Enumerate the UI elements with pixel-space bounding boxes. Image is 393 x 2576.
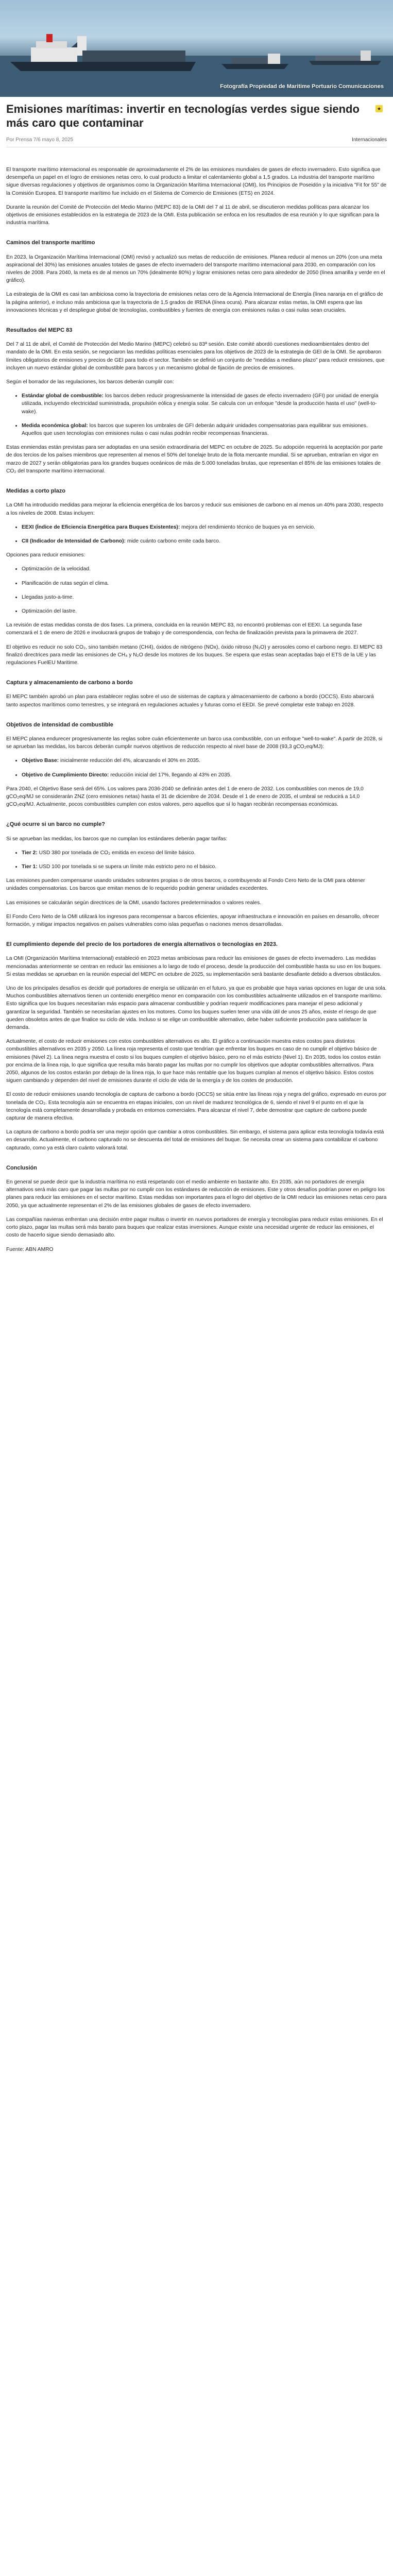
bullet-list bbox=[6, 757, 387, 778]
title-row bbox=[6, 102, 387, 130]
category-link[interactable]: Internacionales bbox=[352, 137, 387, 143]
paragraph: Las emisiones pueden compensarse usando unidades sobrantes propias o de otros barcos, o contribuyendo al Fondo Cero Neto de la OMI para obtener unidades compensatorias. Los barcos que emitan menos de lo requerido podrán generar unidades excedentes. bbox=[6, 878, 365, 892]
paragraph: El costo de reducir emisiones usando tecnología de captura de carbono a bordo (OCCS) se sitúa entre las líneas roja y negra del gráfico, expresado en euros por tonelada de CO₂. Esta tecnología aún se encuentra en etapas iniciales, con un nivel de madurez tecnológica de 6, siendo el nivel 9 el punto en el que la tecnología está completamente desarrollada y probada en entornos comerciales. Para alcanzar el nivel 7, debe demostrar que capture de carbono puede capturar de manera efectiva. bbox=[6, 1092, 386, 1122]
bullet-list bbox=[6, 523, 387, 545]
section-heading: El cumplimiento depende del precio de los portadores de energía alternativos o tecnologías en 2023. bbox=[6, 941, 278, 948]
list-item-text: reducción inicial del 17%, llegando al 43% en 2035. bbox=[109, 772, 232, 778]
paragraph: Si se aprueban las medidas, los barcos que no cumplan los estándares deberán pagar tarifas: bbox=[6, 836, 228, 842]
paragraph: La OMI ha introducido medidas para mejorar la eficiencia energética de los barcos y reducir sus emisiones de carbono en al menos un 40% para 2030, respecto a los niveles de 2008. Estas incluyen: bbox=[6, 502, 384, 516]
article-title: Emisiones marítimas: invertir en tecnologías verdes sigue siendo más caro que contaminar bbox=[6, 103, 360, 129]
list-item bbox=[22, 607, 387, 615]
list-item bbox=[22, 771, 387, 779]
list-item bbox=[22, 537, 387, 545]
bookmark-star-icon[interactable]: ★ bbox=[375, 105, 383, 112]
paragraph: Durante la reunión del Comité de Protección del Medio Marino (MEPC 83) de la OMI del 7 al 11 de abril, se discutieron medidas políticas para alcanzar los objetivos de emisiones establecidos en la estrategia de 2023 de la OMI. Esta publicación se enfoca en los resultados de esa reunión y lo que significan para la industria marítima. bbox=[6, 204, 380, 226]
list-item bbox=[22, 422, 387, 437]
paragraph: Según el borrador de las regulaciones, los barcos deberán cumplir con: bbox=[6, 379, 174, 385]
list-item bbox=[22, 580, 387, 587]
paragraph: La estrategia de la OMI es casi tan ambiciosa como la trayectoria de emisiones netas cero de la Agencia Internacional de Energía (línea naranja en el gráfico de la página anterior), e incluso más ambiciosa que la trayectoria de 1,5 grados de IRENA (línea ocura). Para alcanzar estas metas, la OMI espera que las innovaciones técnicas y el despliegue global de tecnologías, combustibles y fuentes de energía con emisiones nulas o casi nulas sean cruciales. bbox=[6, 292, 383, 313]
article-meta bbox=[6, 137, 387, 147]
article-body bbox=[6, 166, 387, 1253]
paragraph: Actualmente, el costo de reducir emisiones con estos combustibles alternativos es alto. El gráfico a continuación muestra estos costos para distintos combustibles alternativos en 2035 y 2050. La línea roja representa el costo que tendrían que enfrentar los buques en caso de no cumplir el objetivo básico de emisiones (Nivel 2). La línea negra muestra el costo si los buques cumplen el objetivo básico, pero no el más estricto (Nivel 1). En 2035, todos los costos están por encima de la línea roja, lo que significa que resulta más barato pagar las multas por no cumplir los objetivos que adoptar combustibles alternativos. Para 2050, algunos de los costos estarán por debajo de la línea roja, lo que hace más rentable que los buques cumplan al menos el objetivo básico. Estos costos siguen cambiando y dependen del nivel de emisiones durante el ciclo de vida de la energía y de los costes de producción. bbox=[6, 1039, 381, 1084]
container-ship-illustration bbox=[0, 0, 393, 97]
paragraph: Fuente: ABN AMRO bbox=[6, 1246, 54, 1252]
list-item-text: inicialmente reducción del 4%, alcanzando el 30% en 2035. bbox=[59, 758, 200, 764]
list-item-label: Objetivo de Cumplimiento Directo: bbox=[22, 772, 109, 778]
paragraph: Opciones para reducir emisiones: bbox=[6, 552, 86, 558]
list-item bbox=[22, 392, 387, 416]
hero-caption: Fotografía Propiedad de Maritime Portuario Comunicaciones bbox=[220, 83, 384, 90]
paragraph: Uno de los principales desafíos es decidir qué portadores de energía se utilizarán en el futuro, ya que es probable que haya varias opciones en lugar de una sola. Muchos combustibles alternativos tienen un contenido energético menor en comparación con los combustibles actualmente utilizados en el transporte marítimo. Esto significa que los buques necesitarían más espacio para almacenar combustible y podrían requerir modificaciones para manejar el peso adicional y garantizar la seguridad. También se necesitarían ajustes en los motores. Como los buques suelen tener una vida útil de unos 25 años, existe el riesgo de que queden obsoletos antes de que finalice su ciclo de vida. Incluso si se elige un combustible alternativo, debe haber suficiente producción para satisfacer la demanda. bbox=[6, 986, 387, 1031]
list-item-text: los barcos que superen los umbrales de GFI deberán adquirir unidades compensatorias para equilibrar sus emisiones. Aquellos que usen tecnologías con emisiones nulas o casi nulas podrán recibir recompensas financieras. bbox=[22, 422, 368, 437]
paragraph: Estas enmiendas están previstas para ser adoptadas en una sesión extraordinaria del MEPC en octubre de 2025. Su adopción requerirá la aceptación por parte de dos tercios de los países miembros que representen al menos el 50% del tonelaje bruto de la flota mercante mundial. Si se aprueban, entrarían en vigor en marzo de 2027 y serán obligatorias para los grandes buques oceánicos de más de 5.000 toneladas brutas, que representan el 85% de las emisiones totales de CO₂ del transporte marítimo internacional. bbox=[6, 445, 383, 474]
list-item-label: EEXI (Índice de Eficiencia Energética para Buques Existentes): bbox=[22, 524, 180, 530]
hero-image bbox=[0, 0, 393, 97]
list-item-label: Tier 2: bbox=[22, 850, 38, 856]
list-item-text: USD 380 por tonelada de CO₂ emitida en exceso del límite básico. bbox=[37, 850, 196, 856]
paragraph: En 2023, la Organización Marítima Internacional (OMI) revisó y actualizó sus metas de reducción de emisiones. Planea reducir al menos un 20% (con una meta aspiracional del 30%) las emisiones anuales totales de gases de efecto invernadero del transporte marítimo internacional para 2030, en comparación con los niveles de 2008. Para 2040, la meta es de al menos un 70% (idealmente 80%) y lograr emisiones netas cero para alrededor de 2050 (línea amarilla y verde en el gráfico). bbox=[6, 254, 385, 284]
list-item-text: Llegadas justo-a-time. bbox=[22, 594, 74, 600]
list-item-text: mide cuánto carbono emite cada barco. bbox=[125, 538, 220, 544]
list-item-text: Planificación de rutas según el clima. bbox=[22, 580, 109, 586]
list-item bbox=[22, 863, 387, 871]
paragraph: El Fondo Cero Neto de la OMI utilizará los ingresos para recompensar a barcos eficientes, apoyar infraestructura e innovación en países en desarrollo, ofrecer formación, y mitigar impactos negativos en países vulnerables como islas pequeñas o naciones menos desarrolladas. bbox=[6, 913, 380, 927]
author-date: Por Prensa 7/6 mayo 8, 2025 bbox=[6, 137, 74, 143]
list-item-text: Optimización de la velocidad. bbox=[22, 566, 91, 572]
section-heading: Resultados del MEPC 83 bbox=[6, 327, 73, 334]
list-item bbox=[22, 757, 387, 765]
paragraph: El transporte marítimo internacional es responsable de aproximadamente el 2% de las emisiones mundiales de gases de efecto invernadero. Esto significa que desempeña un papel en el logro de emisiones netas cero, lo cual producto a limitar el calentamiento global a 1,5 grados. La industria del transporte marítimo sigue diversas regulaciones y objetivos de organismos como la Organización Marítima Internacional (OMI), los Principios de Poseidón y la iniciativa "Fit for 55" de la Comisión Europea. El transporte marítimo fue incluido en el Sistema de Comercio de Emisiones (ETS) en 2024. bbox=[6, 167, 387, 196]
bullet-list bbox=[6, 392, 387, 437]
paragraph: El MEPC planea endurecer progresivamente las reglas sobre cuán eficientemente un barco usa combustible, con un enfoque "well-to-wake". A partir de 2028, si se aprueban las medidas, los barcos deberán cumplir nuevos objetivos de reducción respecto al nivel base de 2008 (93,3 gCO₂eq/MJ): bbox=[6, 736, 383, 750]
list-item bbox=[22, 594, 387, 601]
section-heading: Medidas a corto plazo bbox=[6, 488, 65, 495]
list-item-text: Optimización del lastre. bbox=[22, 608, 77, 614]
paragraph: El objetivo es reducir no solo CO₂, sino también metano (CH4), óxidos de nitrógeno (NOx), óxido nitroso (N₂O) y aerosoles como el carbono negro. El MEPC 83 finalizó directrices para medir las emisiones de CH₄ y N₂O desde los motores de los buques. Se espera que estas sean aceptadas bajo el ETS de la UE y las regulaciones FuelEU Maritime. bbox=[6, 644, 383, 666]
list-item-text: mejora del rendimiento técnico de buques ya en servicio. bbox=[180, 524, 316, 530]
list-item bbox=[22, 849, 387, 857]
article bbox=[0, 102, 393, 1253]
section-heading: ¿Qué ocurre si un barco no cumple? bbox=[6, 821, 105, 828]
section-heading: Objetivos de intensidad de combustible bbox=[6, 721, 113, 728]
paragraph: En general se puede decir que la industria marítima no está respetando con el medio ambiente en bastante alto. En 2035, aún no portadores de energía alternativos será más caro que pagar las multas por no cumplir con los estándares de reducción de emisiones. Este y otros desafíos podrían poner en peligro los planes para reducir las emisiones en el sector marítimo. Estas medidas son importantes para el logro del objetivo de la OMI reducir las emisiones netas cero para 2050, ya que actualmente representan el 2% de las emisiones globales de gases de efecto invernadero. bbox=[6, 1179, 387, 1209]
list-item bbox=[22, 523, 387, 531]
paragraph: La OMI (Organización Marítima Internacional) estableció en 2023 metas ambiciosas para reducir las emisiones de gases de efecto invernadero. Las medidas mencionadas anteriormente se centran en reducir las emisiones a lo largo de todo el proceso, desde la producción del combustible hasta su uso en los buques. Si estas medidas se aprueban en la reunión especial del MEPC en octubre de 2025, su implementación será bastante desafiante debido a diversos obstáculos. bbox=[6, 956, 382, 977]
section-heading: Caminos del transporte marítimo bbox=[6, 240, 95, 246]
list-item-text: USD 100 por tonelada si se supera un límite más estricto pero no el básico. bbox=[37, 863, 217, 870]
list-item-label: Estándar global de combustible: bbox=[22, 393, 104, 399]
paragraph: Del 7 al 11 de abril, el Comité de Protección del Medio Marino (MEPC) celebró su 83ª sesión. Este comité abordó cuestiones medioambientales dentro del mandato de la OMI. En esta sesión, se negociaron las medidas políticas esenciales para los objetivos de 2023 de la estrategia de GEI de la OMI. Se aprobaron límites obligatorios de emisiones y precios de GEI para todo el sector. También se definió un conjunto de "medidas a mediano plazo" para reducir emisiones, que incluyen un nuevo estándar global de combustible para barcos y un mecanismo global de fijación de precios de emisiones. bbox=[6, 342, 385, 371]
list-item-label: Tier 1: bbox=[22, 863, 38, 870]
paragraph: Las emisiones se calcularán según directrices de la OMI, usando factores predeterminados o valores reales. bbox=[6, 900, 262, 906]
list-item-label: Medida económica global: bbox=[22, 422, 88, 429]
paragraph: La revisión de estas medidas consta de dos fases. La primera, concluida en la reunión MEPC 83, no encontró problemas con el EEXI. La segunda fase comenzará el 1 de enero de 2026 e involucrará grupos de trabajo y de correspondencia, con fecha de finalización prevista para la primavera de 2027. bbox=[6, 622, 362, 636]
section-heading: Captura y almacenamiento de carbono a bordo bbox=[6, 680, 133, 686]
bullet-list bbox=[6, 849, 387, 871]
list-item-label: CII (Indicador de Intensidad de Carbono): bbox=[22, 538, 126, 544]
paragraph: Las compañías navieras enfrentan una decisión entre pagar multas o invertir en nuevos portadores de energía y tecnologías para reducir estas emisiones. En el corto plazo, pagar las multas será más barato para buques que realizar estas inversiones. Aunque existe una necesidad urgente de reducir las emisiones, el costo de hacerlo sigue siendo demasiado alto. bbox=[6, 1216, 383, 1239]
section-heading: Conclusión bbox=[6, 1164, 37, 1171]
list-item-text: los barcos deben reducir progresivamente la intensidad de gases de efecto invernadero (GFI) por unidad de energía utilizada, incluyendo electricidad suministrada, propulsión eólica y energía solar. Se calcula con un enfoque "desde la producción hasta el uso" (well-to-wake). bbox=[22, 393, 379, 415]
paragraph: Para 2040, el Objetivo Base será del 65%. Los valores para 2036-2040 se definirán antes del 1 de enero de 2032. Los combustibles con menos de 19,0 gCO₂eq/MJ se considerarán ZNZ (cero emisiones netas) hasta el 31 de diciembre de 2034. Desde el 1 de enero de 2035, el umbral se reducirá a 14,0 gCO₂eq/MJ. Actualmente, pocos combustibles cumplen con estos valores, pero aquellos que sí lo hagan recibirán recompensas económicas. bbox=[6, 786, 364, 808]
paragraph: La captura de carbono a bordo podría ser una mejor opción que cambiar a otros combustibles. Sin embargo, el sistema para aplicar esta tecnología todavía está en desarrollo. Actualmente, el carbono capturado no se descuenta del total de emisiones del buque. Se necesita crear un sistema para contabilizar el carbono capturado, como ya está claro cuánto valorará total. bbox=[6, 1129, 384, 1151]
bullet-list bbox=[6, 565, 387, 615]
paragraph: El MEPC también aprobó un plan para establecer reglas sobre el uso de sistemas de captura y almacenamiento de carbono a bordo (OCCS). Esto abarcará tanto aspectos marítimos como terrestres, y se integrará en regulaciones actuales y futuras como el EEDI. Se prevé completar este trabajo en 2028. bbox=[6, 694, 374, 708]
list-item-label: Objetivo Base: bbox=[22, 758, 59, 764]
list-item bbox=[22, 565, 387, 573]
